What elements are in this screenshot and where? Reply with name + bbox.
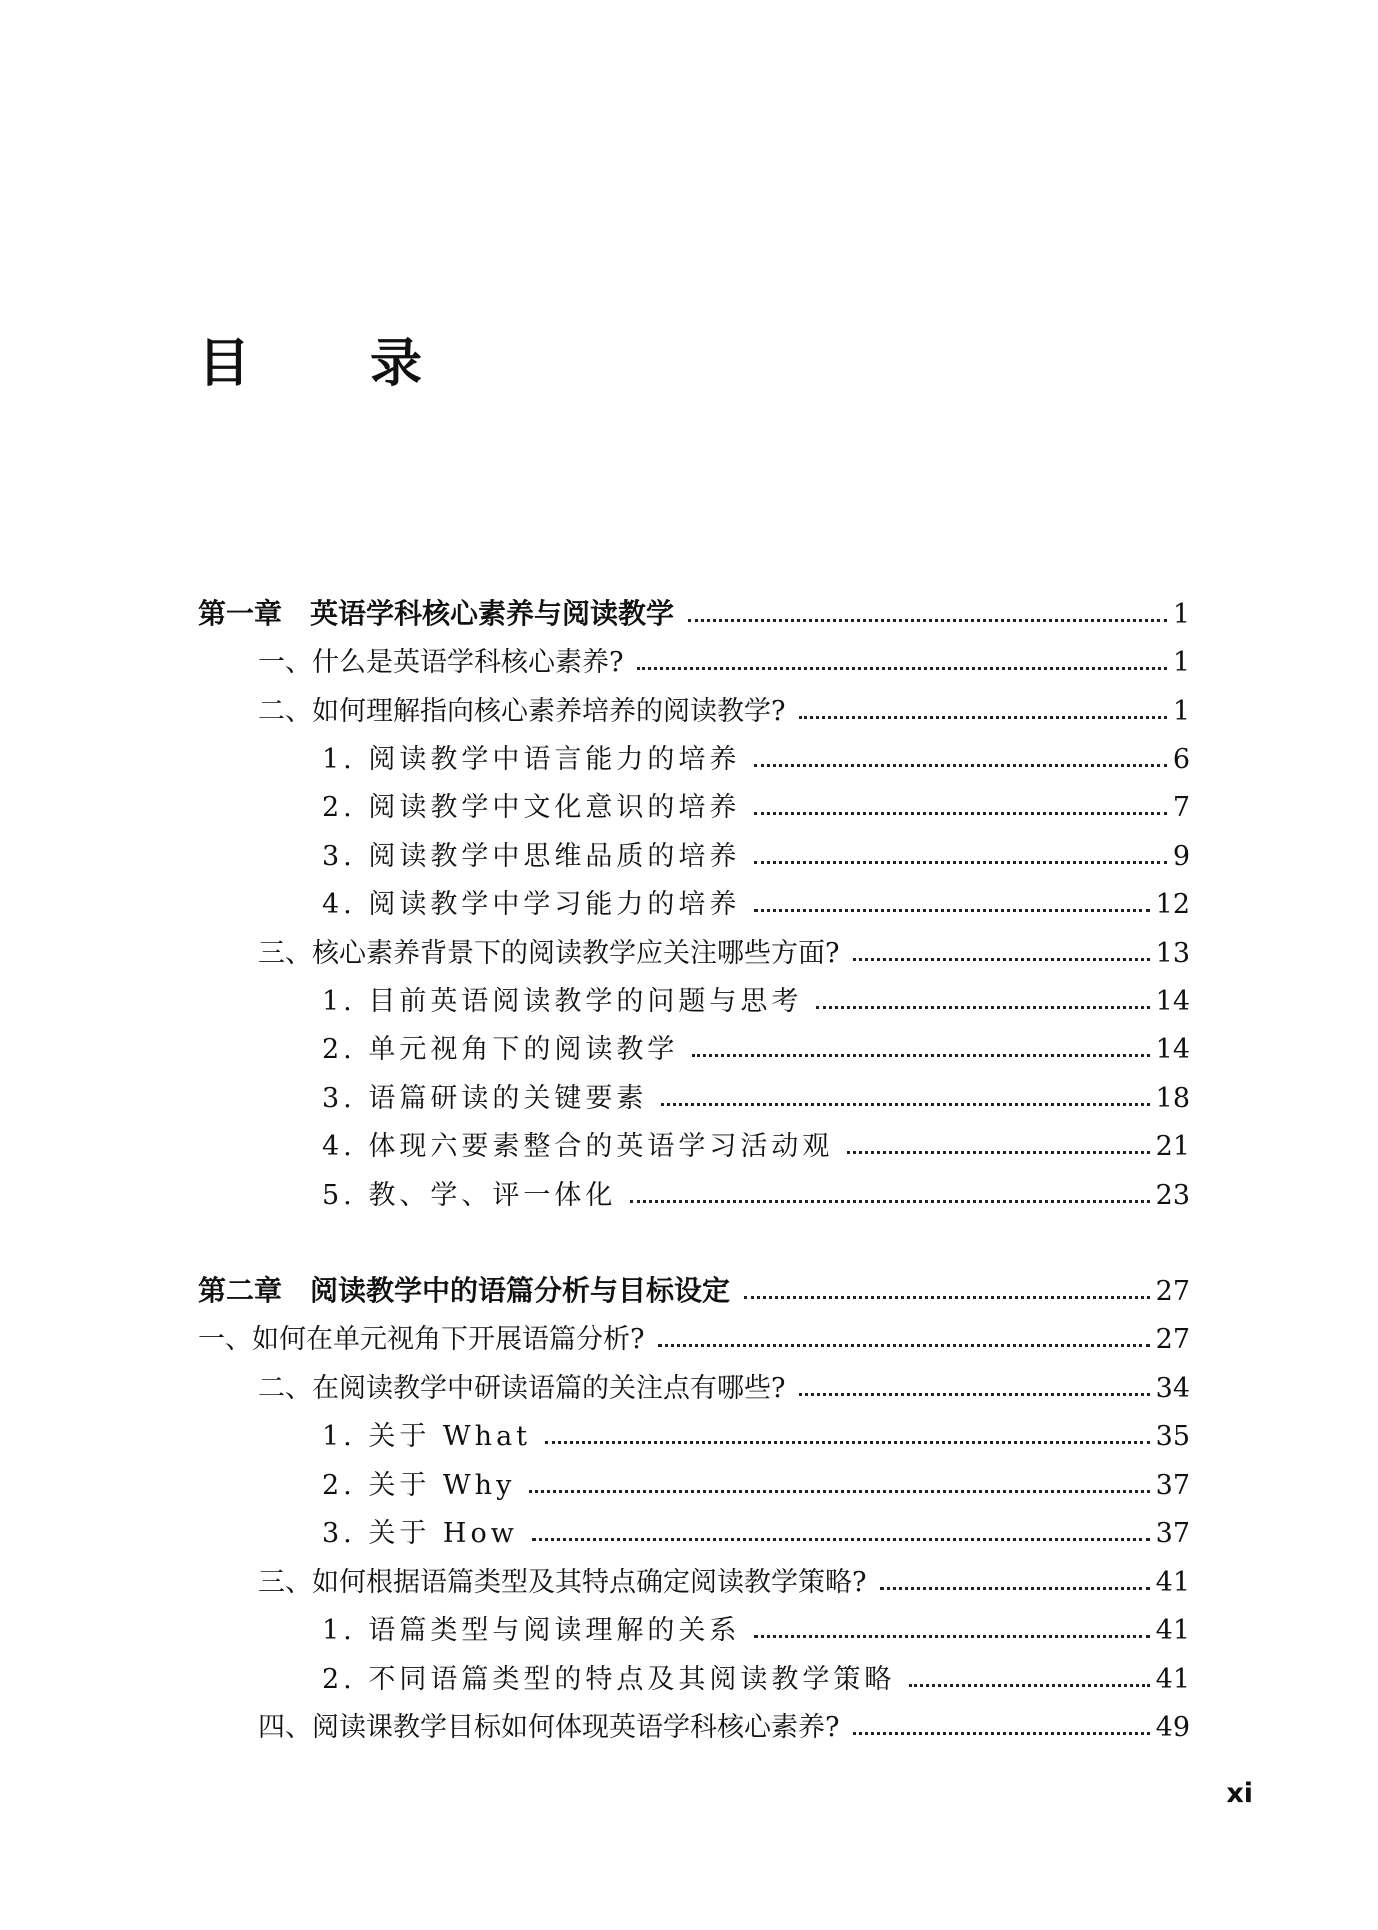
toc-entry-title: 2. 不同语篇类型的特点及其阅读教学策略 — [322, 1664, 896, 1695]
toc-entry[interactable] — [322, 1169, 1190, 1209]
dot-leader — [754, 861, 1166, 864]
toc-entry[interactable] — [258, 1556, 1190, 1596]
toc-entry-title: 三、如何根据语篇类型及其特点确定阅读教学策略? — [258, 1567, 867, 1598]
toc-page-number: 14 — [1155, 986, 1190, 1017]
toc-entry[interactable] — [322, 830, 1190, 870]
toc-entry[interactable] — [258, 636, 1190, 676]
toc-entry-title: 5. 教、学、评一体化 — [322, 1180, 617, 1211]
toc-entry-title: 一、如何在单元视角下开展语篇分析? — [198, 1324, 645, 1355]
toc-page-number: 18 — [1155, 1083, 1190, 1114]
toc-entry[interactable] — [322, 1410, 1190, 1450]
toc-page-number: 37 — [1155, 1518, 1190, 1549]
dot-leader — [754, 812, 1166, 815]
toc-entry-title: 三、核心素养背景下的阅读教学应关注哪些方面? — [258, 938, 840, 969]
toc-entry-title: 4. 阅读教学中学习能力的培养 — [322, 889, 741, 920]
dot-leader — [799, 716, 1166, 719]
toc-page-number: 7 — [1172, 792, 1190, 823]
toc-entry-title: 第一章 英语学科核心素养与阅读教学 — [198, 597, 675, 630]
dot-leader — [880, 1587, 1149, 1590]
dot-leader — [754, 1635, 1149, 1638]
dot-leader — [630, 1200, 1149, 1203]
toc-entry[interactable] — [198, 1313, 1190, 1353]
toc-page-number: 37 — [1155, 1470, 1190, 1501]
toc-chapter-entry[interactable] — [198, 588, 1190, 628]
toc-entry-title: 二、在阅读教学中研读语篇的关注点有哪些? — [258, 1373, 786, 1404]
toc-entry[interactable] — [322, 1604, 1190, 1644]
toc-entry-title: 2. 关于 Why — [322, 1470, 516, 1501]
toc-entry-title: 3. 语篇研读的关键要素 — [322, 1083, 648, 1114]
dot-leader — [744, 1296, 1150, 1299]
dot-leader — [658, 1344, 1149, 1347]
toc-page-number: 49 — [1155, 1712, 1190, 1743]
toc-page-number: 13 — [1155, 938, 1190, 969]
dot-leader — [754, 909, 1149, 912]
dot-leader — [816, 1006, 1149, 1009]
toc-entry[interactable] — [322, 733, 1190, 773]
dot-leader — [754, 764, 1166, 767]
dot-leader — [853, 1732, 1149, 1735]
toc-entry[interactable] — [258, 685, 1190, 725]
dot-leader — [529, 1490, 1149, 1493]
dot-leader — [853, 958, 1149, 961]
toc-page-number: 23 — [1155, 1180, 1190, 1211]
toc-entry[interactable] — [322, 1023, 1190, 1063]
toc-page-number: 35 — [1155, 1421, 1190, 1452]
toc-page-number: 1 — [1172, 599, 1190, 630]
toc-entry-title: 3. 阅读教学中思维品质的培养 — [322, 841, 741, 872]
dot-leader — [637, 667, 1166, 670]
page-folio: xi — [1226, 1778, 1253, 1809]
dot-leader — [692, 1054, 1149, 1057]
toc-entry-title: 1. 目前英语阅读教学的问题与思考 — [322, 986, 803, 1017]
toc-entry[interactable] — [322, 1653, 1190, 1693]
toc-entry[interactable] — [322, 1459, 1190, 1499]
toc-entry-title: 4. 体现六要素整合的英语学习活动观 — [322, 1131, 834, 1162]
toc-entry[interactable] — [322, 781, 1190, 821]
dot-leader — [847, 1151, 1149, 1154]
toc-page-number: 14 — [1155, 1034, 1190, 1065]
toc-page-number: 34 — [1155, 1373, 1190, 1404]
toc-entry-title: 二、如何理解指向核心素养培养的阅读教学? — [258, 696, 786, 727]
toc-page-number: 27 — [1155, 1276, 1190, 1307]
dot-leader — [532, 1538, 1150, 1541]
toc-page-number: 1 — [1172, 647, 1190, 678]
toc-page-number: 27 — [1155, 1324, 1190, 1355]
toc-entry-title: 一、什么是英语学科核心素养? — [258, 647, 624, 678]
toc-entry[interactable] — [322, 975, 1190, 1015]
toc-entry[interactable] — [322, 1072, 1190, 1112]
toc-entry-title: 四、阅读课教学目标如何体现英语学科核心素养? — [258, 1712, 840, 1743]
toc-page-number: 41 — [1155, 1615, 1190, 1646]
toc-entry[interactable] — [322, 1120, 1190, 1160]
toc-entry[interactable] — [258, 1701, 1190, 1741]
toc-entry[interactable] — [258, 927, 1190, 967]
toc-page-number: 41 — [1155, 1567, 1190, 1598]
dot-leader — [799, 1393, 1149, 1396]
toc-page-number: 41 — [1155, 1664, 1190, 1695]
toc-page-number: 1 — [1172, 696, 1190, 727]
toc-entry[interactable] — [322, 878, 1190, 918]
dot-leader — [909, 1684, 1149, 1687]
toc-entry[interactable] — [322, 1507, 1190, 1547]
dot-leader — [545, 1441, 1150, 1444]
toc-entry-title: 2. 单元视角下的阅读教学 — [322, 1034, 679, 1065]
dot-leader — [688, 619, 1167, 622]
toc-entry-title: 1. 语篇类型与阅读理解的关系 — [322, 1615, 741, 1646]
toc-entry-title: 第二章 阅读教学中的语篇分析与目标设定 — [198, 1274, 731, 1307]
toc-chapter-entry[interactable] — [198, 1265, 1190, 1305]
dot-leader — [661, 1103, 1149, 1106]
toc-page-number: 9 — [1172, 841, 1190, 872]
toc-entry[interactable] — [258, 1362, 1190, 1402]
page-title: 目 录 — [198, 334, 457, 394]
toc-page-number: 21 — [1155, 1131, 1190, 1162]
toc-entry-title: 1. 阅读教学中语言能力的培养 — [322, 744, 741, 775]
toc-page-number: 12 — [1155, 889, 1190, 920]
toc-entry-title: 2. 阅读教学中文化意识的培养 — [322, 792, 741, 823]
toc-page-number: 6 — [1172, 744, 1190, 775]
toc-entry-title: 1. 关于 What — [322, 1421, 532, 1452]
toc-entry-title: 3. 关于 How — [322, 1518, 518, 1549]
